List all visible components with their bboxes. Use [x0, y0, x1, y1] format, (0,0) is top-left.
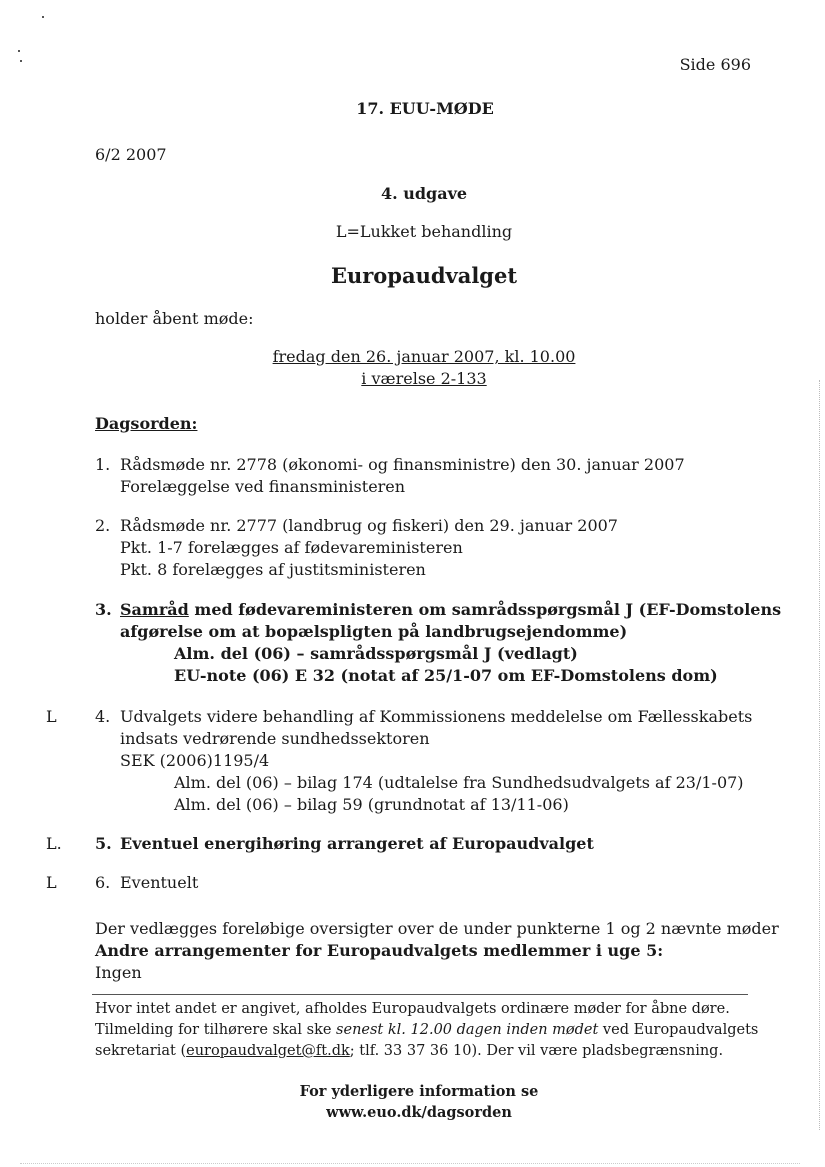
closed-mark: L.	[46, 834, 62, 853]
item-line: Udvalgets videre behandling af Kommissionens meddelelse om Fællesskabets	[120, 707, 753, 726]
item-line: Eventuel energihøring arrangeret af Europaudvalget	[120, 834, 594, 853]
item-number: 2.	[95, 516, 111, 535]
closed-session-note: L=Lukket behandling	[335, 222, 513, 241]
item-line: Pkt. 8 forelægges af justitsministeren	[120, 560, 426, 579]
other-events-heading: Andre arrangementer for Europaudvalgets medlemmer i uge 5:	[95, 941, 664, 960]
scan-speck	[18, 50, 20, 52]
deadline-text: senest kl. 12.00 dagen inden mødet	[336, 1022, 599, 1038]
committee-title: Europaudvalget	[330, 263, 518, 288]
item-number: 6.	[95, 873, 111, 892]
footer-divider	[92, 994, 748, 995]
meeting-number: 17. EUU-MØDE	[356, 99, 494, 118]
closed-mark: L	[46, 707, 57, 726]
item-number: 1.	[95, 455, 111, 474]
samraad-label: Samråd	[120, 600, 189, 619]
page-number: Side 696	[679, 55, 751, 74]
item-line: indsats vedrørende sundhedssektoren	[120, 729, 430, 748]
footer-line-1: Hvor intet andet er angivet, afholdes Europaudvalgets ordinære møder for åbne døre.	[95, 1001, 730, 1017]
scan-edge-line	[819, 380, 820, 1130]
email-link[interactable]: europaudvalget@ft.dk	[186, 1043, 350, 1059]
scan-speck	[42, 16, 44, 18]
meeting-time: fredag den 26. januar 2007, kl. 10.00	[272, 347, 576, 366]
meeting-date: 6/2 2007	[95, 145, 167, 164]
item-line: SEK (2006)1195/4	[120, 751, 270, 770]
agenda-heading: Dagsorden:	[95, 414, 198, 433]
item-line: Rådsmøde nr. 2777 (landbrug og fiskeri) den 29. januar 2007	[120, 516, 618, 535]
footer-line-2: Tilmelding for tilhørere skal ske senest kl. 12.00 dagen inden mødet ved Europaudvalgets	[95, 1022, 759, 1038]
item-title: Samråd med fødevareministeren om samrådsspørgsmål J (EF-Domstolens	[120, 600, 782, 619]
item-number: 5.	[95, 834, 112, 853]
footer-line-3: sekretariat (europaudvalget@ft.dk; tlf. 33 37 36 10). Der vil være pladsbegrænsning.	[95, 1043, 724, 1059]
item-line: Rådsmøde nr. 2778 (økonomi- og finansministre) den 30. januar 2007	[120, 455, 685, 474]
item-line: Forelæggelse ved finansministeren	[120, 477, 406, 496]
item-sub-line: Alm. del (06) – samrådsspørgsmål J (vedlagt)	[174, 644, 578, 663]
item-sub-line: Alm. del (06) – bilag 59 (grundnotat af 13/11-06)	[174, 795, 569, 814]
info-label: For yderligere information se	[299, 1083, 539, 1100]
attachments-note: Der vedlægges foreløbige oversigter over de under punkterne 1 og 2 nævnte møder	[95, 919, 779, 938]
item-line: Eventuelt	[120, 873, 199, 892]
edition-label: 4. udgave	[380, 184, 468, 203]
item-line: Pkt. 1-7 forelægges af fødevareministeren	[120, 538, 463, 557]
item-number: 4.	[95, 707, 111, 726]
scan-speck	[20, 60, 22, 62]
item-line: afgørelse om at bopælspligten på landbrugsejendomme)	[120, 622, 628, 641]
info-url[interactable]: www.euo.dk/dagsorden	[326, 1104, 512, 1121]
item-number: 3.	[95, 600, 112, 619]
intro-text: holder åbent møde:	[95, 309, 254, 328]
scan-bottom-line	[20, 1163, 800, 1164]
other-events-value: Ingen	[95, 963, 142, 982]
meeting-room: i værelse 2-133	[361, 369, 487, 388]
item-sub-line: EU-note (06) E 32 (notat af 25/1-07 om EF-Domstolens dom)	[174, 666, 718, 685]
item-sub-line: Alm. del (06) – bilag 174 (udtalelse fra Sundhedsudvalgets af 23/1-07)	[174, 773, 744, 792]
closed-mark: L	[46, 873, 57, 892]
